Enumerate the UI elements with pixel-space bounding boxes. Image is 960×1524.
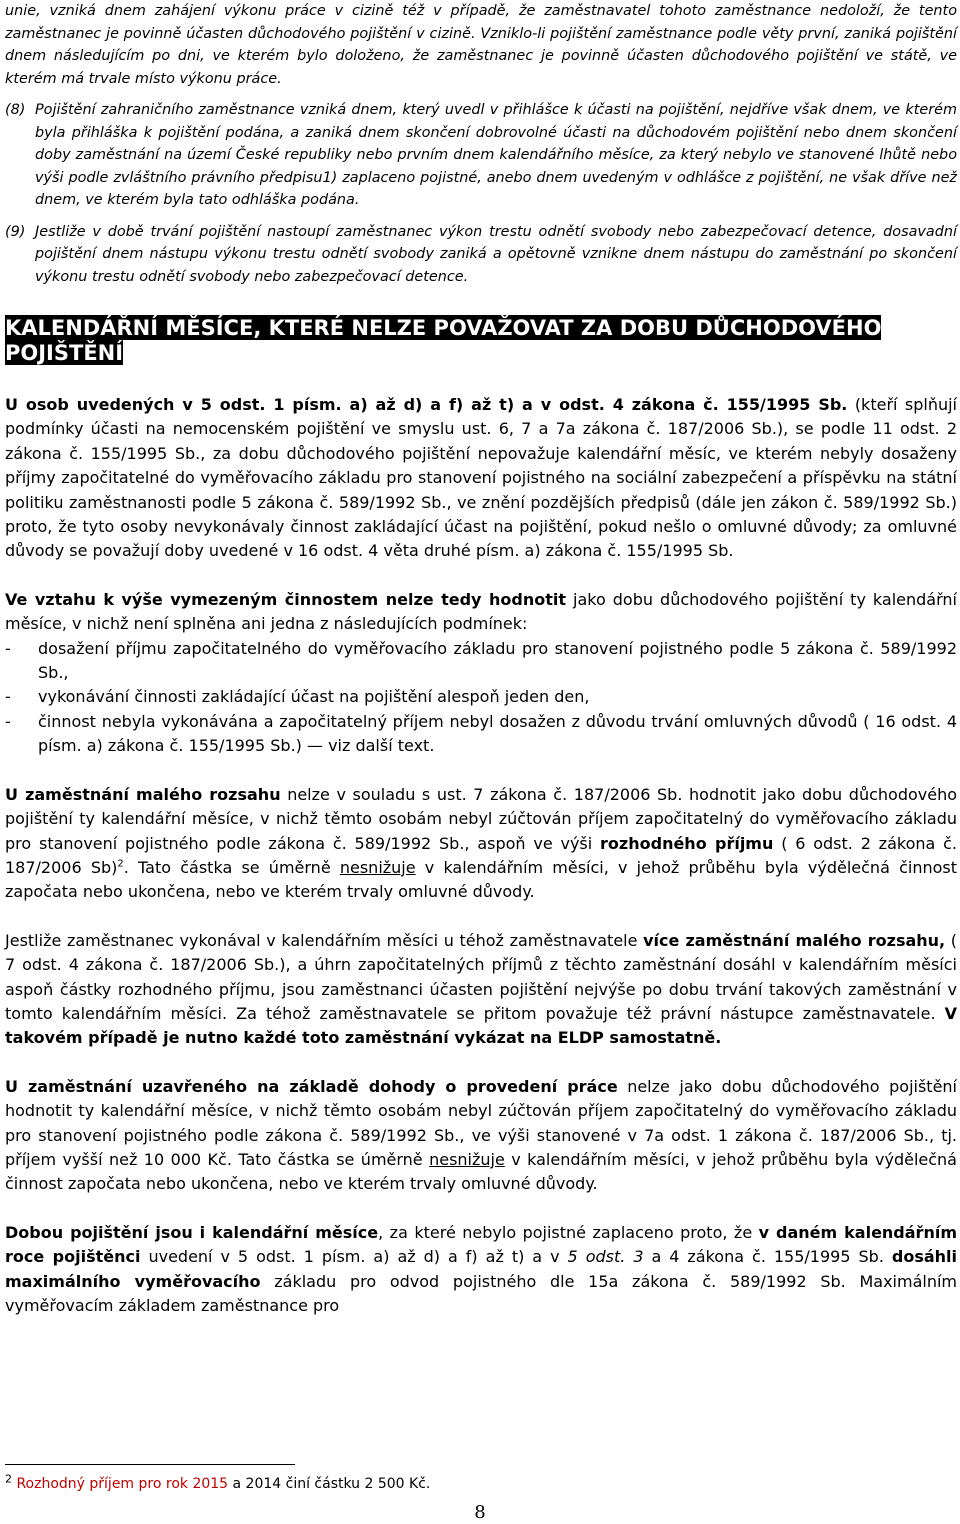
item-text: Pojištění zahraničního zaměstnance vzniká dnem, který uvedl v přihlášce k účasti na pojištění, nejdříve však dnem, ve kterém byla přihláška k pojištění podána, a zaniká dnem skončení dobrovolné účasti na důchodovém pojištění nebo dnem skončení doby zaměstnání na území České republiky nebo prvním dnem kalendářního měsíce, za který nebylo ve stanovené lhůtě nebo výši podle zvláštního právního předpisu1) zaplaceno pojistné, anebo dnem uvedeným v odhlášce z pojištění, ne však dříve než dnem, ve kterém byla tato odhláška podána. <box>35 102 957 208</box>
section-heading <box>5 316 957 366</box>
law-excerpt <box>5 0 957 288</box>
footnote <box>5 1474 430 1494</box>
footnote-ref: 2 <box>117 858 124 870</box>
footnote-divider <box>5 1464 295 1465</box>
footnote-text: a 2014 činí částku 2 500 Kč. <box>228 1476 431 1492</box>
paragraph-vztah: Ve vztahu k výše vymezeným činnostem nelze tedy hodnotit jako dobu důchodového pojištění ty kalendářní měsíce, v nichž není splněna ani jedna z následujících podmínek: <box>5 589 957 634</box>
footnote-marker: 2 <box>5 1472 12 1486</box>
list-item-8 <box>5 99 957 212</box>
item-number: (8) <box>5 102 26 118</box>
paragraph-max-zaklad: Dobou pojištění jsou i kalendářní měsíce, za které nebylo pojistné zaplaceno proto, že v daném kalendářním roce pojištěnci uvedení v 5 odst. 1 písm. a) až d) a f) až t) a v 5 odst. 3 a 4 zákona č. 155/1995 Sb. dosáhli maximálního vyměřovacího základu pro odvod pojistného dle 15a zákona č. 589/1992 Sb. Maximálním vyměřovacím základem zaměstnance pro <box>5 1222 958 1315</box>
paragraph-dpp: U zaměstnání uzavřeného na základě dohody o provedení práce nelze jako dobu důchodového pojištění hodnotit ty kalendářní měsíce, v nichž těmto osobám nebyl zúčtován příjem započitatelný do vyměřovacího základu pro stanovení pojistného podle zákona č. 589/1992 Sb., ve výši stanovené v 7a odst. 1 zákona č. 187/2006 Sb., tj. příjem vyšší než 10 000 Kč. Tato částka se úměrně nesnižuje v kalendářním měsíci, v jehož průběhu byla výdělečná činnost započata nebo ukončena, nebo ve kterém trvaly omluvné důvody. <box>5 1076 957 1194</box>
list-item-9 <box>5 221 957 289</box>
footnote-highlight: Rozhodný příjem pro rok 2015 <box>16 1476 229 1492</box>
document-page <box>5 0 957 1318</box>
paragraph-osoby: U osob uvedených v 5 odst. 1 písm. a) až d) a f) až t) a v odst. 4 zákona č. 155/1995 Sb. (kteří splňují podmínky účasti na nemocenském pojištění ve smyslu ust. 6, 7 a 7a zákona č. 187/2006 Sb.), se podle 11 odst. 2 zákona č. 155/1995 Sb., za dobu důchodového pojištění nepovažuje kalendářní měsíc, ve kterém nebyly dosaženy příjmy započitatelné do vyměřovacího základu pro stanovení pojistného na sociální zabezpečení a příspěvku na státní politiku zaměstnanosti podle 5 zákona č. 589/1992 Sb., ve znění pozdějších předpisů (dále jen zákon č. 589/1992 Sb.) proto, že tyto osoby nevykonávaly činnost zakládající účast na pojištění, pokud nešlo o omluvné důvody; za omluvné důvody se považují doby uvedené v 16 odst. 4 věta druhé písm. a) zákona č. 155/1995 Sb. <box>5 395 958 561</box>
heading-line-2: POJIŠTĚNÍ <box>5 341 124 365</box>
page-number: 8 <box>474 1502 486 1523</box>
item-text: Jestliže v době trvání pojištění nastoupí zaměstnanec výkon trestu odnětí svobody nebo zabezpečovací detence, dosavadní pojištění dnem nástupu výkonu trestu odnětí svobody zaniká a opětovně vznikne dnem nástupu do zaměstnání po skončení výkonu trestu odnětí svobody nebo zabezpečovací detence. <box>35 223 957 285</box>
item-number: (9) <box>5 223 26 240</box>
list-item: - vykonávání činnosti zakládající účast na pojištění alespoň jeden den, <box>5 687 590 707</box>
list-item: - činnost nebyla vykonávána a započitatelný příjem nebyl dosažen z důvodu trvání omluvných důvodů ( 16 odst. 4 písm. a) zákona č. 155/1995 Sb.) — viz další text. <box>5 711 957 756</box>
paragraph-vice-zamestnani: Jestliže zaměstnanec vykonával v kalendářním měsíci u téhož zaměstnavatele více zaměstnání malého rozsahu, ( 7 odst. 4 zákona č. 187/2006 Sb.), a úhrn započitatelných příjmů z těchto zaměstnání dosáhl v kalendářním měsíci aspoň částky rozhodného příjmu, jsou zaměstnanci účasten pojištění nejvýše po dobu trvání takových zaměstnání v tomto kalendářním měsíci. Za téhož zaměstnavatele se přitom považuje též právní nástupce zaměstnavatele. V takovém případě je nutno každé toto zaměstnání vykázat na ELDP samostatně. <box>5 930 958 1048</box>
heading-line-1: KALENDÁŘNÍ MĚSÍCE, KTERÉ NELZE POVAŽOVAT ZA DOBU DŮCHODOVÉHO <box>5 316 882 340</box>
paragraph-continued: unie, vzniká dnem zahájení výkonu práce v cizině též v případě, že zaměstnavatel tohoto zaměstnance nedoloží, že tento zaměstnanec je povinně účasten důchodového pojištění v cizině. Vzniklo-li pojištění zaměstnance podle věty první, zaniká pojištění dnem následujícím po dni, ve kterém bylo doloženo, že zaměstnanec je povinně účasten důchodového pojištění ve státě, ve kterém má trvale místo výkonu práce. <box>5 3 957 87</box>
list-item: - dosažení příjmu započitatelného do vyměřovacího základu pro stanovení pojistného podle 5 zákona č. 589/1992 Sb., <box>5 638 957 683</box>
section-body <box>5 393 957 1318</box>
paragraph-maly-rozsah: U zaměstnání malého rozsahu nelze v souladu s ust. 7 zákona č. 187/2006 Sb. hodnotit jako dobu důchodového pojištění ty kalendářní měsíce, v nichž těmto osobám nebyl zúčtován příjem započitatelný do vyměřovacího základu pro stanovení pojistného podle zákona č. 589/1992 Sb., aspoň ve výši rozhodného příjmu ( 6 odst. 2 zákona č. 187/2006 Sb)$^2$. Tato částka se úměrně nesnižuje v kalendářním měsíci, v jehož průběhu byla výdělečná činnost započata nebo ukončena, nebo ve kterém trvaly omluvné důvody. <box>5 784 958 902</box>
